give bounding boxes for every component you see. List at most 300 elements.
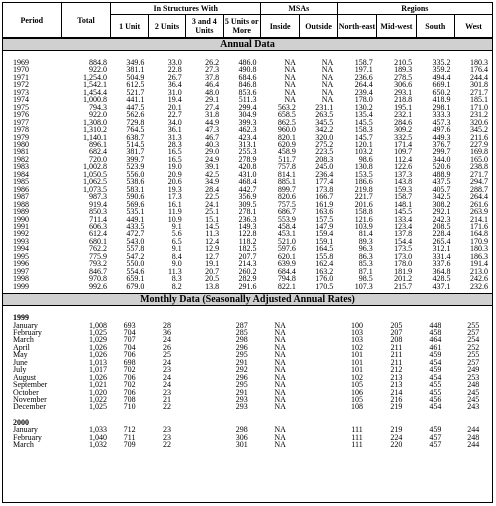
value-cell: 846.7 bbox=[88, 266, 107, 276]
value-cell: 698 bbox=[123, 357, 136, 367]
value-cell: 25.1 bbox=[205, 207, 220, 217]
spacer-row bbox=[3, 306, 492, 314]
value-cell: NA bbox=[284, 87, 296, 97]
value-cell: 308.2 bbox=[432, 199, 451, 209]
value-cell: 557.8 bbox=[126, 244, 145, 254]
value-cell: 583.1 bbox=[126, 184, 145, 194]
value-cell: 22 bbox=[163, 440, 172, 450]
value-cell: 8.2 bbox=[171, 281, 182, 291]
value-cell: 22.7 bbox=[167, 110, 182, 120]
value-cell: 214.1 bbox=[470, 214, 488, 224]
value-cell bbox=[186, 403, 223, 410]
value-cell: 158.7 bbox=[394, 192, 413, 202]
value-cell: 238.8 bbox=[470, 162, 488, 172]
value-cell: 23 bbox=[163, 425, 172, 435]
value-cell: 794.3 bbox=[88, 102, 107, 112]
value-cell: 232.6 bbox=[470, 281, 488, 291]
value-cell: 214 bbox=[390, 387, 403, 397]
value-cell: 23 bbox=[163, 387, 172, 397]
value-cell: NA bbox=[274, 342, 286, 352]
value-cell: 590.6 bbox=[126, 192, 145, 202]
value-cell: 20.5 bbox=[205, 274, 220, 284]
period-cell: April bbox=[13, 342, 30, 352]
value-cell: 454 bbox=[429, 402, 442, 412]
value-cell: 704 bbox=[123, 342, 136, 352]
value-cell: 164.8 bbox=[470, 229, 488, 239]
value-cell: 245.0 bbox=[315, 162, 334, 172]
value-cell: 261.6 bbox=[470, 199, 488, 209]
value-cell: 22 bbox=[163, 402, 172, 412]
value-cell: 48.0 bbox=[205, 87, 220, 97]
value-cell: 231.1 bbox=[315, 102, 334, 112]
value-cell: 458.9 bbox=[277, 147, 296, 157]
period-cell: May bbox=[13, 350, 28, 360]
value-cell: 702 bbox=[123, 365, 136, 375]
value-cell: 547.2 bbox=[126, 251, 145, 261]
col-5-units-plus: 5 Units or More bbox=[223, 15, 260, 38]
value-cell bbox=[186, 336, 223, 343]
value-cell: NA bbox=[321, 80, 334, 90]
value-cell: 260.2 bbox=[238, 266, 257, 276]
value-cell: 31.3 bbox=[167, 132, 182, 142]
value-cell: 244 bbox=[467, 425, 480, 435]
value-cell: 554.6 bbox=[126, 266, 145, 276]
period-cell: 1974 bbox=[13, 95, 29, 105]
value-cell: 249 bbox=[467, 365, 480, 375]
value-cell: 173.0 bbox=[394, 251, 413, 261]
value-cell: 454 bbox=[429, 357, 442, 367]
value-cell: 176.0 bbox=[315, 274, 334, 284]
value-cell: 25 bbox=[163, 350, 172, 360]
value-cell: 252 bbox=[467, 342, 480, 352]
value-cell: 720.0 bbox=[88, 154, 107, 164]
period-cell: 1976 bbox=[13, 110, 29, 120]
value-cell: 20.6 bbox=[167, 177, 182, 187]
value-cell: 163.6 bbox=[315, 207, 334, 217]
value-cell: 197.1 bbox=[354, 65, 373, 75]
value-cell: 255 bbox=[467, 320, 480, 330]
value-cell: 220 bbox=[390, 440, 403, 450]
value-cell: 158.3 bbox=[354, 125, 373, 135]
value-cell: 166.7 bbox=[315, 192, 334, 202]
value-cell: 29.1 bbox=[205, 95, 220, 105]
value-cell: 120.1 bbox=[354, 139, 373, 149]
value-cell: 219 bbox=[390, 402, 403, 412]
value-cell: 34.0 bbox=[167, 117, 182, 127]
value-cell: 376.7 bbox=[432, 139, 451, 149]
value-cell: 211 bbox=[390, 342, 403, 352]
value-cell: 253 bbox=[467, 372, 480, 382]
value-cell: 679.0 bbox=[126, 281, 145, 291]
value-cell: 215.7 bbox=[394, 281, 413, 291]
value-cell: 100 bbox=[350, 320, 363, 330]
value-cell: 123.4 bbox=[394, 221, 413, 231]
period-cell: January bbox=[13, 320, 38, 330]
period-cell: December bbox=[13, 402, 46, 412]
value-cell: 711.4 bbox=[89, 214, 107, 224]
period-cell: 1973 bbox=[13, 87, 29, 97]
col-3-4-units: 3 and 4 Units bbox=[186, 15, 223, 38]
value-cell: 638.7 bbox=[126, 132, 145, 142]
value-cell: 185.1 bbox=[470, 95, 488, 105]
value-cell: NA bbox=[274, 327, 286, 337]
value-cell: 399.3 bbox=[238, 117, 257, 127]
period-cell: 1986 bbox=[13, 184, 29, 194]
period-cell: February bbox=[13, 327, 42, 337]
period-cell: 1977 bbox=[13, 117, 29, 127]
value-cell bbox=[186, 374, 223, 381]
value-cell: 458.4 bbox=[277, 221, 296, 231]
period-cell: 1990 bbox=[13, 214, 29, 224]
value-cell: 216 bbox=[390, 395, 403, 405]
value-cell: 461 bbox=[429, 342, 442, 352]
value-cell: 255.3 bbox=[238, 147, 257, 157]
value-cell: 794.8 bbox=[277, 274, 296, 284]
value-cell: NA bbox=[274, 387, 286, 397]
value-cell: 757.8 bbox=[277, 162, 296, 172]
value-cell: 130.8 bbox=[354, 162, 373, 172]
value-cell bbox=[300, 389, 337, 396]
value-cell: 158.7 bbox=[354, 58, 373, 67]
value-cell: 862.5 bbox=[277, 117, 296, 127]
value-cell: NA bbox=[274, 320, 286, 330]
value-cell: 182.5 bbox=[238, 244, 257, 254]
value-cell: 26.7 bbox=[167, 72, 182, 82]
value-cell: 137.8 bbox=[394, 229, 413, 239]
value-cell: 16.1 bbox=[167, 199, 182, 209]
value-cell: 26.2 bbox=[205, 58, 220, 67]
period-cell: September bbox=[13, 380, 48, 390]
period-cell: 1987 bbox=[13, 192, 29, 202]
value-cell: 173.5 bbox=[394, 244, 413, 254]
value-cell: 207.7 bbox=[238, 251, 257, 261]
value-cell: 177.4 bbox=[315, 177, 334, 187]
value-cell: 922.0 bbox=[88, 65, 107, 75]
value-cell: 457.3 bbox=[432, 117, 451, 127]
value-cell: 298.1 bbox=[432, 102, 451, 112]
value-cell: 345.5 bbox=[315, 117, 334, 127]
value-cell: 36 bbox=[163, 327, 172, 337]
value-cell bbox=[186, 441, 223, 448]
value-cell: 24 bbox=[163, 380, 172, 390]
value-cell: 820.6 bbox=[277, 192, 296, 202]
value-cell: 219 bbox=[390, 425, 403, 435]
value-cell: 180.3 bbox=[470, 244, 488, 254]
value-cell: 320.6 bbox=[470, 117, 488, 127]
value-cell: 762.2 bbox=[88, 244, 107, 254]
monthly-data-table bbox=[3, 306, 492, 449]
value-cell: 98.6 bbox=[358, 154, 373, 164]
value-cell bbox=[300, 381, 337, 388]
value-cell: 710 bbox=[123, 402, 136, 412]
value-cell: 46.4 bbox=[205, 80, 220, 90]
period-cell: 1975 bbox=[13, 102, 29, 112]
value-cell: 12.9 bbox=[205, 244, 220, 254]
value-cell: 171.4 bbox=[394, 139, 413, 149]
value-cell: 418.9 bbox=[432, 95, 451, 105]
value-cell: 213 bbox=[390, 380, 403, 390]
value-cell: 26 bbox=[163, 342, 172, 352]
value-cell: 42.5 bbox=[205, 169, 220, 179]
value-cell: 155.8 bbox=[315, 251, 334, 261]
value-cell: 597.6 bbox=[277, 244, 296, 254]
value-cell: 543.0 bbox=[126, 236, 145, 246]
year-label: 2000 bbox=[13, 417, 29, 427]
value-cell: 650.2 bbox=[432, 87, 451, 97]
period-cell: 1971 bbox=[13, 72, 29, 82]
value-cell: 36.4 bbox=[167, 80, 182, 90]
value-cell: 271.7 bbox=[470, 87, 488, 97]
value-cell: 793.2 bbox=[88, 259, 107, 269]
value-cell: 170.5 bbox=[315, 281, 334, 291]
value-cell: 459 bbox=[429, 350, 442, 360]
table-header bbox=[3, 3, 492, 38]
value-cell: 1,308.0 bbox=[82, 117, 107, 127]
value-cell: NA bbox=[284, 65, 296, 75]
value-cell: 684.4 bbox=[277, 266, 296, 276]
value-cell: 19.4 bbox=[167, 95, 182, 105]
value-cell: 176.4 bbox=[470, 65, 488, 75]
value-cell: 103.9 bbox=[354, 221, 373, 231]
value-cell: 706 bbox=[123, 387, 136, 397]
value-cell: 442.7 bbox=[238, 184, 257, 194]
value-cell: 178.0 bbox=[394, 259, 413, 269]
value-cell: 459 bbox=[429, 425, 442, 435]
value-cell: 1,008 bbox=[88, 320, 107, 330]
value-cell bbox=[186, 344, 223, 351]
value-cell: 309.2 bbox=[394, 125, 413, 135]
value-cell: 40.3 bbox=[205, 139, 220, 149]
value-cell: 458 bbox=[429, 327, 442, 337]
value-cell bbox=[300, 441, 337, 448]
period-cell: 1970 bbox=[13, 65, 29, 75]
value-cell: 11.3 bbox=[168, 266, 182, 276]
value-cell: 212 bbox=[390, 365, 403, 375]
period-cell: 1998 bbox=[13, 274, 29, 284]
value-cell: 457 bbox=[429, 440, 442, 450]
value-cell: 248 bbox=[467, 432, 480, 442]
period-cell: 1989 bbox=[13, 207, 29, 217]
value-cell: 342.5 bbox=[432, 192, 451, 202]
value-cell: 109.7 bbox=[394, 147, 413, 157]
value-cell: 111 bbox=[351, 432, 363, 442]
value-cell: 511.7 bbox=[278, 154, 296, 164]
year-label: 1999 bbox=[13, 313, 29, 323]
value-cell: 14.5 bbox=[205, 221, 220, 231]
value-cell: 1,026 bbox=[88, 350, 107, 360]
value-cell bbox=[186, 351, 223, 358]
value-cell: 221.7 bbox=[354, 192, 373, 202]
value-cell: 106 bbox=[350, 387, 363, 397]
value-cell: 159.4 bbox=[315, 229, 334, 239]
value-cell: 853.6 bbox=[238, 87, 257, 97]
value-cell: 231.2 bbox=[470, 110, 488, 120]
value-cell: 10.9 bbox=[167, 214, 182, 224]
value-cell: 455 bbox=[429, 380, 442, 390]
value-cell bbox=[300, 329, 337, 336]
value-cell: 130.2 bbox=[354, 102, 373, 112]
value-cell: 563.2 bbox=[277, 102, 296, 112]
value-cell: 161.9 bbox=[315, 199, 334, 209]
value-cell: 242.6 bbox=[470, 274, 488, 284]
value-cell: NA bbox=[284, 95, 296, 105]
value-cell: 488.9 bbox=[432, 169, 451, 179]
value-cell: 899.7 bbox=[277, 184, 296, 194]
value-cell: 219.8 bbox=[354, 184, 373, 194]
value-cell: 87.1 bbox=[358, 266, 373, 276]
value-cell: 292.1 bbox=[432, 207, 451, 217]
value-cell: 1,073.5 bbox=[82, 184, 107, 194]
value-cell: 639.9 bbox=[277, 259, 296, 269]
annual-data-title: Annual Data bbox=[3, 38, 492, 51]
period-cell: 1993 bbox=[13, 236, 29, 246]
value-cell: 457 bbox=[429, 432, 442, 442]
value-cell: 165.0 bbox=[470, 154, 488, 164]
value-cell: 208.5 bbox=[432, 221, 451, 231]
period-cell: 1982 bbox=[13, 154, 29, 164]
table-row bbox=[3, 441, 492, 448]
housing-data-table-frame bbox=[2, 2, 493, 503]
value-cell: 149.3 bbox=[238, 221, 257, 231]
value-cell: 682.4 bbox=[88, 147, 107, 157]
value-cell: 19.3 bbox=[167, 184, 182, 194]
value-cell: 707 bbox=[123, 335, 136, 345]
value-cell: 28 bbox=[163, 320, 172, 330]
value-cell: 24 bbox=[163, 372, 172, 382]
value-cell: 208 bbox=[390, 335, 403, 345]
value-cell: 296 bbox=[235, 372, 248, 382]
value-cell: 147.9 bbox=[315, 221, 334, 231]
value-cell: 693 bbox=[123, 320, 136, 330]
value-cell: 201.2 bbox=[394, 274, 413, 284]
period-cell: March bbox=[13, 335, 34, 345]
value-cell: 278.5 bbox=[394, 72, 413, 82]
value-cell: 16.5 bbox=[167, 154, 182, 164]
value-cell: 27.4 bbox=[205, 102, 220, 112]
value-cell: 293.1 bbox=[394, 87, 413, 97]
value-cell: 101 bbox=[350, 350, 363, 360]
period-cell: 1978 bbox=[13, 125, 29, 135]
value-cell: 822.1 bbox=[277, 281, 296, 291]
value-cell: 295 bbox=[235, 350, 248, 360]
value-cell: 47.3 bbox=[205, 125, 220, 135]
value-cell: 291 bbox=[235, 357, 248, 367]
value-cell: 103.2 bbox=[354, 147, 373, 157]
value-cell: 244 bbox=[467, 440, 480, 450]
value-cell: 312.1 bbox=[432, 244, 451, 254]
value-cell bbox=[186, 434, 223, 441]
period-cell: 1997 bbox=[13, 266, 29, 276]
monthly-data-title: Monthly Data (Seasonally Adjusted Annual Rates) bbox=[3, 293, 492, 306]
value-cell: 145.7 bbox=[354, 132, 373, 142]
value-cell: 24.9 bbox=[205, 154, 220, 164]
value-cell: 306 bbox=[235, 432, 248, 442]
col-2-units: 2 Units bbox=[148, 15, 185, 38]
value-cell: 33.0 bbox=[167, 58, 182, 67]
value-cell: 287 bbox=[235, 320, 248, 330]
value-cell: 296 bbox=[235, 342, 248, 352]
col-northeast: North-east bbox=[337, 15, 376, 38]
value-cell: 702 bbox=[123, 380, 136, 390]
value-cell: 553.9 bbox=[277, 214, 296, 224]
value-cell: 295 bbox=[235, 380, 248, 390]
value-cell: NA bbox=[274, 395, 286, 405]
value-cell: 133.4 bbox=[394, 214, 413, 224]
value-cell: 299.7 bbox=[432, 147, 451, 157]
value-cell: 523.9 bbox=[126, 162, 145, 172]
table-row bbox=[3, 283, 492, 290]
value-cell bbox=[186, 322, 223, 329]
value-cell: 224 bbox=[390, 432, 403, 442]
value-cell: 428.5 bbox=[432, 274, 451, 284]
value-cell: 28.4 bbox=[205, 184, 220, 194]
value-cell: NA bbox=[274, 335, 286, 345]
value-cell: 105 bbox=[350, 380, 363, 390]
value-cell: 218.8 bbox=[394, 95, 413, 105]
value-cell: 102 bbox=[350, 372, 363, 382]
value-cell: 257 bbox=[467, 357, 480, 367]
table-row bbox=[3, 403, 492, 410]
value-cell: 431.0 bbox=[238, 169, 257, 179]
value-cell: 163.2 bbox=[315, 266, 334, 276]
value-cell: 20.7 bbox=[205, 266, 220, 276]
value-cell: NA bbox=[284, 72, 296, 82]
value-cell: 255 bbox=[467, 350, 480, 360]
value-cell bbox=[186, 381, 223, 388]
value-cell: 153.5 bbox=[354, 169, 373, 179]
value-cell: 437.5 bbox=[432, 177, 451, 187]
value-cell: 441.1 bbox=[126, 95, 145, 105]
value-cell: 293 bbox=[235, 395, 248, 405]
col-west: West bbox=[455, 15, 492, 38]
value-cell: 494.4 bbox=[432, 72, 451, 82]
value-cell: 145.5 bbox=[394, 207, 413, 217]
value-cell: 243 bbox=[467, 402, 480, 412]
value-cell: 164.5 bbox=[315, 244, 334, 254]
value-cell: 612.4 bbox=[88, 229, 107, 239]
col-south: South bbox=[416, 15, 454, 38]
value-cell: 1,026 bbox=[88, 342, 107, 352]
value-cell bbox=[186, 396, 223, 403]
value-cell bbox=[300, 403, 337, 410]
period-cell: March bbox=[13, 440, 34, 450]
value-cell: 236.4 bbox=[315, 169, 334, 179]
value-cell: 178.0 bbox=[354, 95, 373, 105]
period-cell: 1996 bbox=[13, 259, 29, 269]
value-cell: 922.0 bbox=[88, 110, 107, 120]
value-cell: 211 bbox=[390, 350, 403, 360]
value-cell: 453.1 bbox=[277, 229, 296, 239]
value-cell: 454 bbox=[429, 372, 442, 382]
value-cell: 31.8 bbox=[205, 110, 220, 120]
value-cell: 1,454.4 bbox=[82, 87, 107, 97]
value-cell: 1,026 bbox=[88, 372, 107, 382]
value-cell: 189.3 bbox=[394, 65, 413, 75]
value-cell: NA bbox=[321, 72, 334, 82]
value-cell: 449.1 bbox=[126, 214, 145, 224]
value-cell: 44.9 bbox=[205, 117, 220, 127]
period-cell: October bbox=[13, 387, 39, 397]
value-cell: 556.0 bbox=[126, 169, 145, 179]
value-cell: 521.7 bbox=[126, 87, 145, 97]
value-cell: 521.0 bbox=[277, 236, 296, 246]
value-cell: 24 bbox=[163, 357, 172, 367]
period-cell: 1983 bbox=[13, 162, 29, 172]
value-cell: 992.6 bbox=[88, 281, 107, 291]
value-cell bbox=[300, 396, 337, 403]
value-cell: 1,310.2 bbox=[82, 125, 107, 135]
value-cell: 337.6 bbox=[432, 259, 451, 269]
